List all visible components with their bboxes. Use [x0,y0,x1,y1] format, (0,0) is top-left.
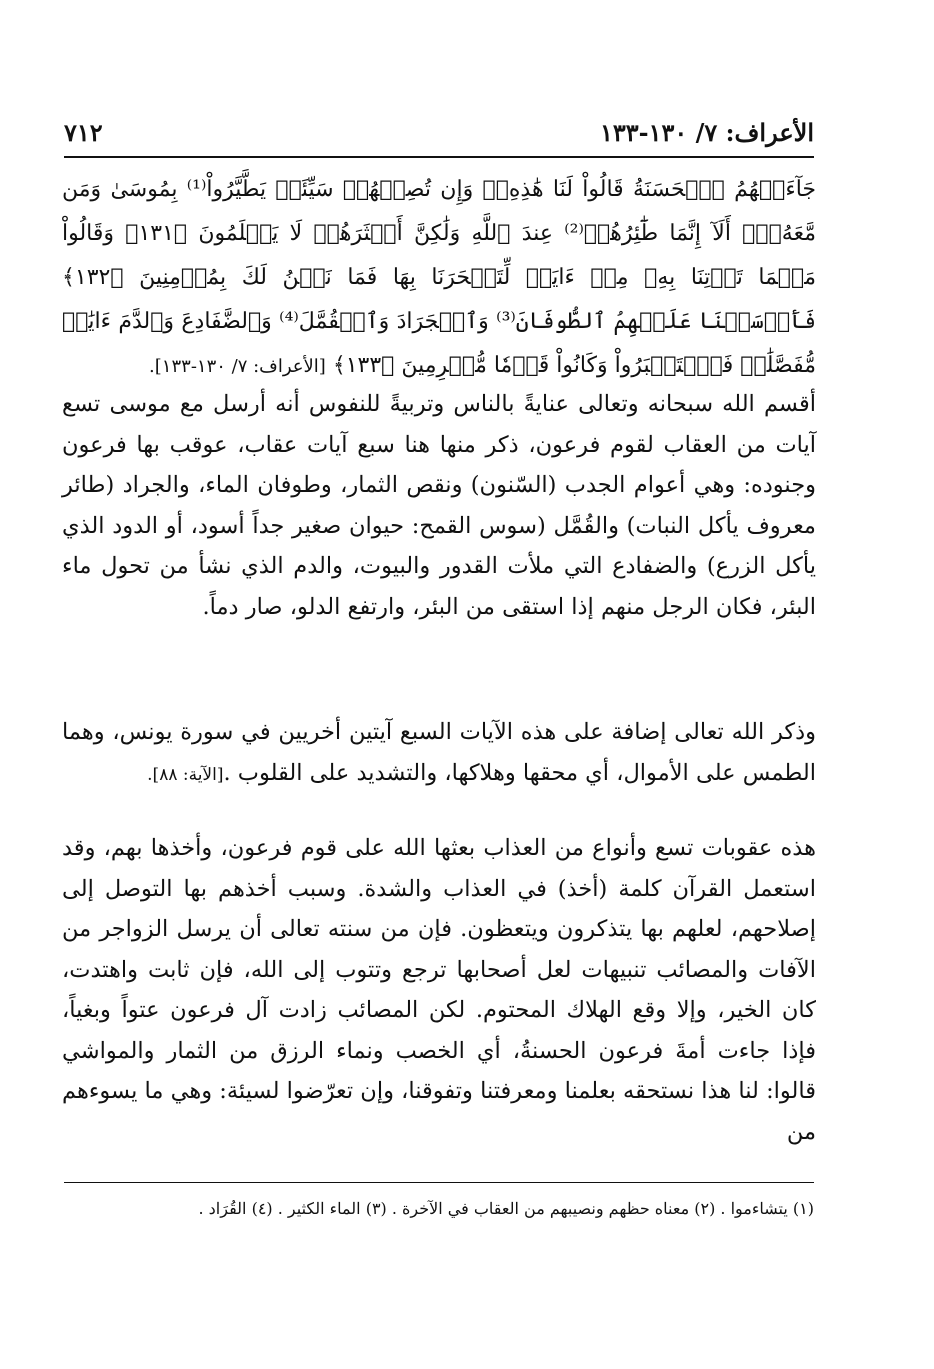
paragraph-2 [62,712,816,795]
paragraph-2-text: وذكر الله تعالى إضافة على هذه الآيات السبع آيتين أخريين في سورة يونس، وهما الطمس على الأموال، أي محقها وهلاكها، والتشديد على القلوب . [62,719,816,786]
quran-verses [62,168,816,389]
footnote-divider [64,1182,814,1183]
paragraph-2-reference: [الآية: ٨٨]. [147,764,224,785]
paragraph-1: أقسم الله سبحانه وتعالى عنايةً بالناس وتربيةً للنفوس أنه أرسل مع موسى تسع آيات من العقاب لقوم فرعون، ذكر منها هنا سبع آيات عقاب، عوقب بها فرعون وجنوده: وهي أعوام الجدب (السّنون) ونقص الثمار، وطوفان الماء، والجراد (طائر معروف يأكل النبات) والقُمَّل (سوس القمح: حيوان صغير جداً أسود، أو الدود الذي يأكل الزرع) والضفادع التي ملأت القدور والبيوت، والدم الذي نشأ من تحول ماء البئر، فكان الرجل منهم إذا استقى من البئر، وارتفع الدلو، صار دماً. [62,391,816,620]
header-divider [64,156,814,158]
running-title: الأعراف: ٧/ ١٣٠-١٣٣ [599,118,814,147]
page-header [64,112,814,156]
verses-text: جَآءَتۡهُمُ ٱلۡحَسَنَةُ قَالُواْ لَنَا هَٰذِهِۦۖ وَإِن تُصِبۡهُمۡ سَيِّئَةٞ يَطَّيَّرُواْ⁽¹⁾ بِمُوسَىٰ وَمَن مَّعَهُۥٓۗ أَلَآ إِنَّمَا طَٰٓئِرُهُمۡ⁽²⁾ عِندَ ٱللَّهِ وَلَٰكِنَّ أَكۡثَرَهُمۡ لَا يَعۡلَمُونَ ﴿١٣١﴾ وَقَالُواْ مَهۡمَا تَأۡتِنَا بِهِۦ مِنۡ ءَايَةٖ لِّتَسۡحَرَنَا بِهَا فَمَا نَحۡنُ لَكَ بِمُؤۡمِنِينَ ﴿١٣٢﴾ فَأَرۡسَلۡنَا عَلَيۡهِمُ ٱلطُّوفَانَ⁽³⁾ وَٱلۡجَرَادَ وَٱلۡقُمَّلَ⁽⁴⁾ وَٱلضَّفَادِعَ وَٱلدَّمَ ءَايَٰتٖ مُّفَصَّلَٰتٖ فَٱسۡتَكۡبَرُواْ وَكَانُواْ قَوۡمٗا مُّجۡرِمِينَ ﴿١٣٣﴾ [62,177,817,378]
page-number: ٧١٢ [64,118,103,147]
footnotes: (١) يتشاءموا . (٢) معناه حظهم ونصيبهم من العقاب في الآخرة . (٣) الماء الكثير . (٤) القُرَاد . [198,1199,814,1218]
verses-citation: [الأعراف: ٧/ ١٣٠-١٣٣]. [149,356,326,377]
paragraph-3: هذه عقوبات تسع وأنواع من العذاب بعثها الله على قوم فرعون، وأخذها بهم، وقد استعمل القرآن كلمة (أخذ) في العذاب والشدة. وسبب أخذهم بها التوصل إلى إصلاحهم، لعلهم بها يتذكرون ويتعظون. فإن من سنته تعالى أن يرسل الزواجر من الآفات والمصائب تنبيهات لعل أصحابها ترجع وتتوب إلى الله، فإن ثابت واهتدت، كان الخير، وإلا وقع الهلاك المحتوم. لكن المصائب زادت آل فرعون عتواً وبغياً، فإذا جاءت أمةَ فرعون الحسنةُ، أي الخصب ونماء الرزق من الثمار والمواشي قالوا: لنا هذا نستحقه بعلمنا ومعرفتنا وتفوقنا، وإن تعرّضوا لسيئة: وهي ما يسوءهم من [62,835,816,1145]
